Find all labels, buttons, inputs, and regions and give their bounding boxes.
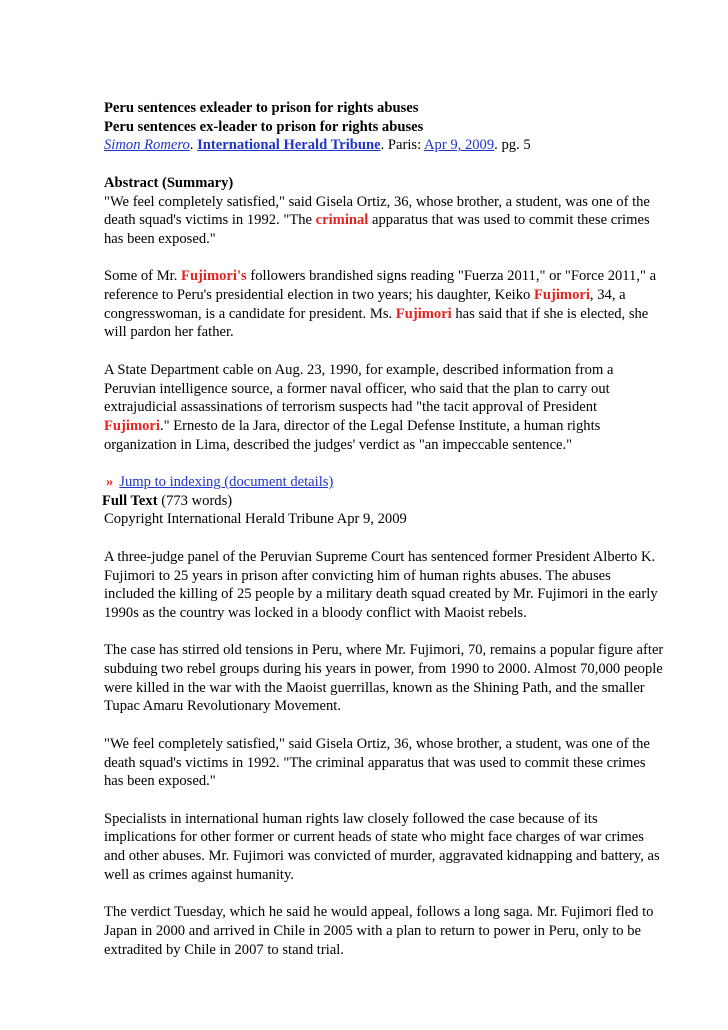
abstract-heading: Abstract (Summary) [104,174,234,191]
abstract-text: "We feel completely satisfied," said Gisela Ortiz, 36, whose brother, a student, was one of the death squad's victims in 1992. "The [104,193,650,229]
document-header [104,99,664,155]
copyright-line: Copyright International Herald Tribune Apr 9, 2009 [104,511,407,528]
body-paragraph: Specialists in international human rights law closely followed the case because of its implications for other former or current heads of state who might face charges of war crimes and other abuses. Mr. Fujimori was convicted of murder, aggravated kidnapping and battery, as well as crimes against humanity. [104,810,660,883]
article-title-alt: Peru sentences ex-leader to prison for rights abuses [104,118,424,135]
fulltext-heading [102,492,664,511]
body-paragraph: The case has stirred old tensions in Peru, where Mr. Fujimori, 70, remains a popular figure after subduing two rebel groups during his years in power, from 1990 to 2000. Almost 70,000 people were killed in the war with the Maoist guerrillas, known as the Shining Path, and the smaller Tupac Amaru Revolutionary Movement. [104,642,664,715]
publication-link[interactable]: International Herald Tribune [197,137,381,154]
body-paragraph: A three-judge panel of the Peruvian Supreme Court has sentenced former President Alberto K. Fujimori to 25 years in prison after convicting him of human rights abuses. The abuses included the killing of 25 people by a military death squad created by Mr. Fujimori in the early 1990s as the country was locked in a bloody conflict with Maoist rebels. [104,548,658,621]
document-page [104,99,664,959]
abstract-section [104,174,664,455]
citation-sep: . [189,137,198,154]
abstract-paragraph [104,193,664,249]
abstract-text: has said that if she is elected, she will pardon her father. [104,305,649,341]
body-paragraph: "We feel completely satisfied," said Gisela Ortiz, 36, whose brother, a student, was one of the death squad's victims in 1992. "The criminal apparatus that was used to commit these crimes has been exposed." [104,735,650,790]
body-paragraph: The verdict Tuesday, which he said he would appeal, follows a long saga. Mr. Fujimori fled to Japan in 2000 and arrived in Chile in 2005 with a plan to return to power in Peru, only to be extradited by Chile in 2007 to stand trial. [104,904,654,958]
abstract-text: , 34, a congresswoman, is a candidate for president. Ms. [104,287,626,322]
word-count: (773 words) [157,492,233,509]
search-hit: Fujimori [395,305,452,322]
abstract-text: A State Department cable on Aug. 23, 1990, for example, described information from a Peruvian intelligence source, a former naval officer, who said that the plan to carry out extrajudicial assassinations of terrorism suspects had "the tacit approval of President [104,361,614,416]
search-hit: criminal [315,212,369,229]
fulltext-label: Full Text [102,492,158,509]
date-link[interactable]: Apr 9, 2009 [424,137,495,154]
search-hit: Fujimori's [181,268,247,285]
citation-line [104,136,664,155]
citation-page: . pg. 5 [494,137,531,154]
search-hit: Fujimori [104,417,160,434]
article-body [104,548,664,959]
author-link[interactable]: Simon Romero [104,137,190,154]
article-title: Peru sentences exleader to prison for rights abuses [104,100,419,116]
abstract-text: apparatus that was used to commit these crimes has been exposed." [104,212,650,247]
abstract-text: followers brandished signs reading "Fuerza 2011," or "Force 2011," a reference to Peru's presidential election in two years; his daughter, Keiko [104,268,657,303]
citation-place: . Paris: [380,137,425,154]
search-hit: Fujimori [533,287,590,303]
abstract-text: ." Ernesto de la Jara, director of the Legal Defense Institute, a human rights organization in Lima, described the judges' verdict as "an impeccable sentence." [104,417,601,453]
jump-to-indexing [106,473,664,492]
jump-to-indexing-link[interactable]: Jump to indexing (document details) [119,474,334,490]
abstract-paragraph [104,361,664,455]
double-chevron-icon: » [106,474,114,490]
abstract-paragraph [104,267,664,342]
abstract-text: Some of Mr. [104,268,182,285]
